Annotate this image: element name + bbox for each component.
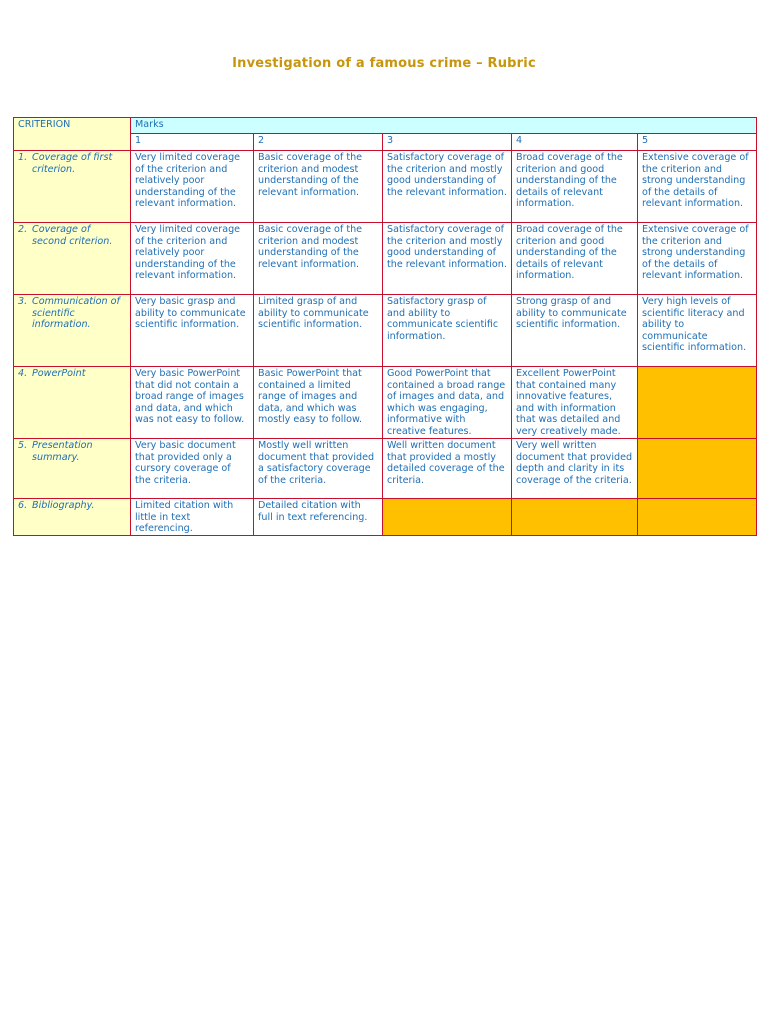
rubric-cell: Limited grasp of and ability to communicate scientific information. [254,295,383,367]
rubric-cell: Very basic document that provided only a cursory coverage of the criteria. [131,439,254,499]
rubric-cell: Broad coverage of the criterion and good understanding of the details of relevant information. [512,223,638,295]
criterion-number: 1. [18,152,28,163]
table-row [14,151,757,223]
rubric-cell: Very basic grasp and ability to communicate scientific information. [131,295,254,367]
rubric-cell: Extensive coverage of the criterion and strong understanding of the details of relevant information. [638,223,757,295]
rubric-cell: Satisfactory grasp of and ability to communicate scientific information. [383,295,512,367]
rubric-cell: Very limited coverage of the criterion and relatively poor understanding of the relevant information. [131,223,254,295]
criterion-header: CRITERION [14,118,131,151]
criterion-number: 2. [18,224,28,235]
criterion-cell [14,151,131,223]
criterion-cell [14,367,131,439]
rubric-cell: Basic PowerPoint that contained a limited range of images and data, and which was mostly easy to follow. [254,367,383,439]
marks-header: Marks [131,118,757,134]
criterion-label: Communication of scientific information. [32,296,120,331]
rubric-cell: Mostly well written document that provided a satisfactory coverage of the criteria. [254,439,383,499]
criterion-label: Coverage of first criterion. [32,152,113,175]
criterion-number: 5. [18,440,28,451]
rubric-cell: Excellent PowerPoint that contained many innovative features, and with information that was detailed and very creatively made. [512,367,638,439]
table-row [14,499,757,536]
table-row [14,439,757,499]
mark-level-4: 4 [512,134,638,151]
rubric-cell: Very high levels of scientific literacy and ability to communicate scientific information. [638,295,757,367]
rubric-table [13,117,757,536]
criterion-cell [14,295,131,367]
criterion-label: Coverage of second criterion. [32,224,113,247]
criterion-number: 3. [18,296,28,307]
criterion-number: 4. [18,368,28,379]
rubric-cell: Well written document that provided a mostly detailed coverage of the criteria. [383,439,512,499]
criterion-cell [14,223,131,295]
rubric-cell: Basic coverage of the criterion and modest understanding of the relevant information. [254,223,383,295]
mark-level-3: 3 [383,134,512,151]
empty-rubric-cell [512,499,638,536]
table-row [14,295,757,367]
rubric-cell: Broad coverage of the criterion and good understanding of the details of relevant information. [512,151,638,223]
rubric-cell: Limited citation with little in text referencing. [131,499,254,536]
rubric-cell: Good PowerPoint that contained a broad range of images and data, and which was engaging, informative with creative features. [383,367,512,439]
empty-rubric-cell [638,439,757,499]
criterion-label: PowerPoint [32,368,86,379]
rubric-cell: Satisfactory coverage of the criterion and mostly good understanding of the relevant information. [383,151,512,223]
rubric-cell: Very well written document that provided depth and clarity in its coverage of the criteria. [512,439,638,499]
mark-level-5: 5 [638,134,757,151]
table-row [14,223,757,295]
empty-rubric-cell [638,499,757,536]
rubric-cell: Satisfactory coverage of the criterion and mostly good understanding of the relevant information. [383,223,512,295]
criterion-cell [14,499,131,536]
rubric-cell: Strong grasp of and ability to communicate scientific information. [512,295,638,367]
rubric-cell: Very basic PowerPoint that did not contain a broad range of images and data, and which was not easy to follow. [131,367,254,439]
mark-level-1: 1 [131,134,254,151]
rubric-cell: Detailed citation with full in text referencing. [254,499,383,536]
page-title: Investigation of a famous crime – Rubric [232,56,536,71]
rubric-cell: Very limited coverage of the criterion and relatively poor understanding of the relevant information. [131,151,254,223]
empty-rubric-cell [638,367,757,439]
empty-rubric-cell [383,499,512,536]
criterion-number: 6. [18,500,28,511]
criterion-cell [14,439,131,499]
mark-level-2: 2 [254,134,383,151]
table-row [14,367,757,439]
criterion-label: Presentation summary. [32,440,93,463]
rubric-cell: Extensive coverage of the criterion and strong understanding of the details of relevant information. [638,151,757,223]
rubric-cell: Basic coverage of the criterion and modest understanding of the relevant information. [254,151,383,223]
criterion-label: Bibliography. [32,500,95,511]
